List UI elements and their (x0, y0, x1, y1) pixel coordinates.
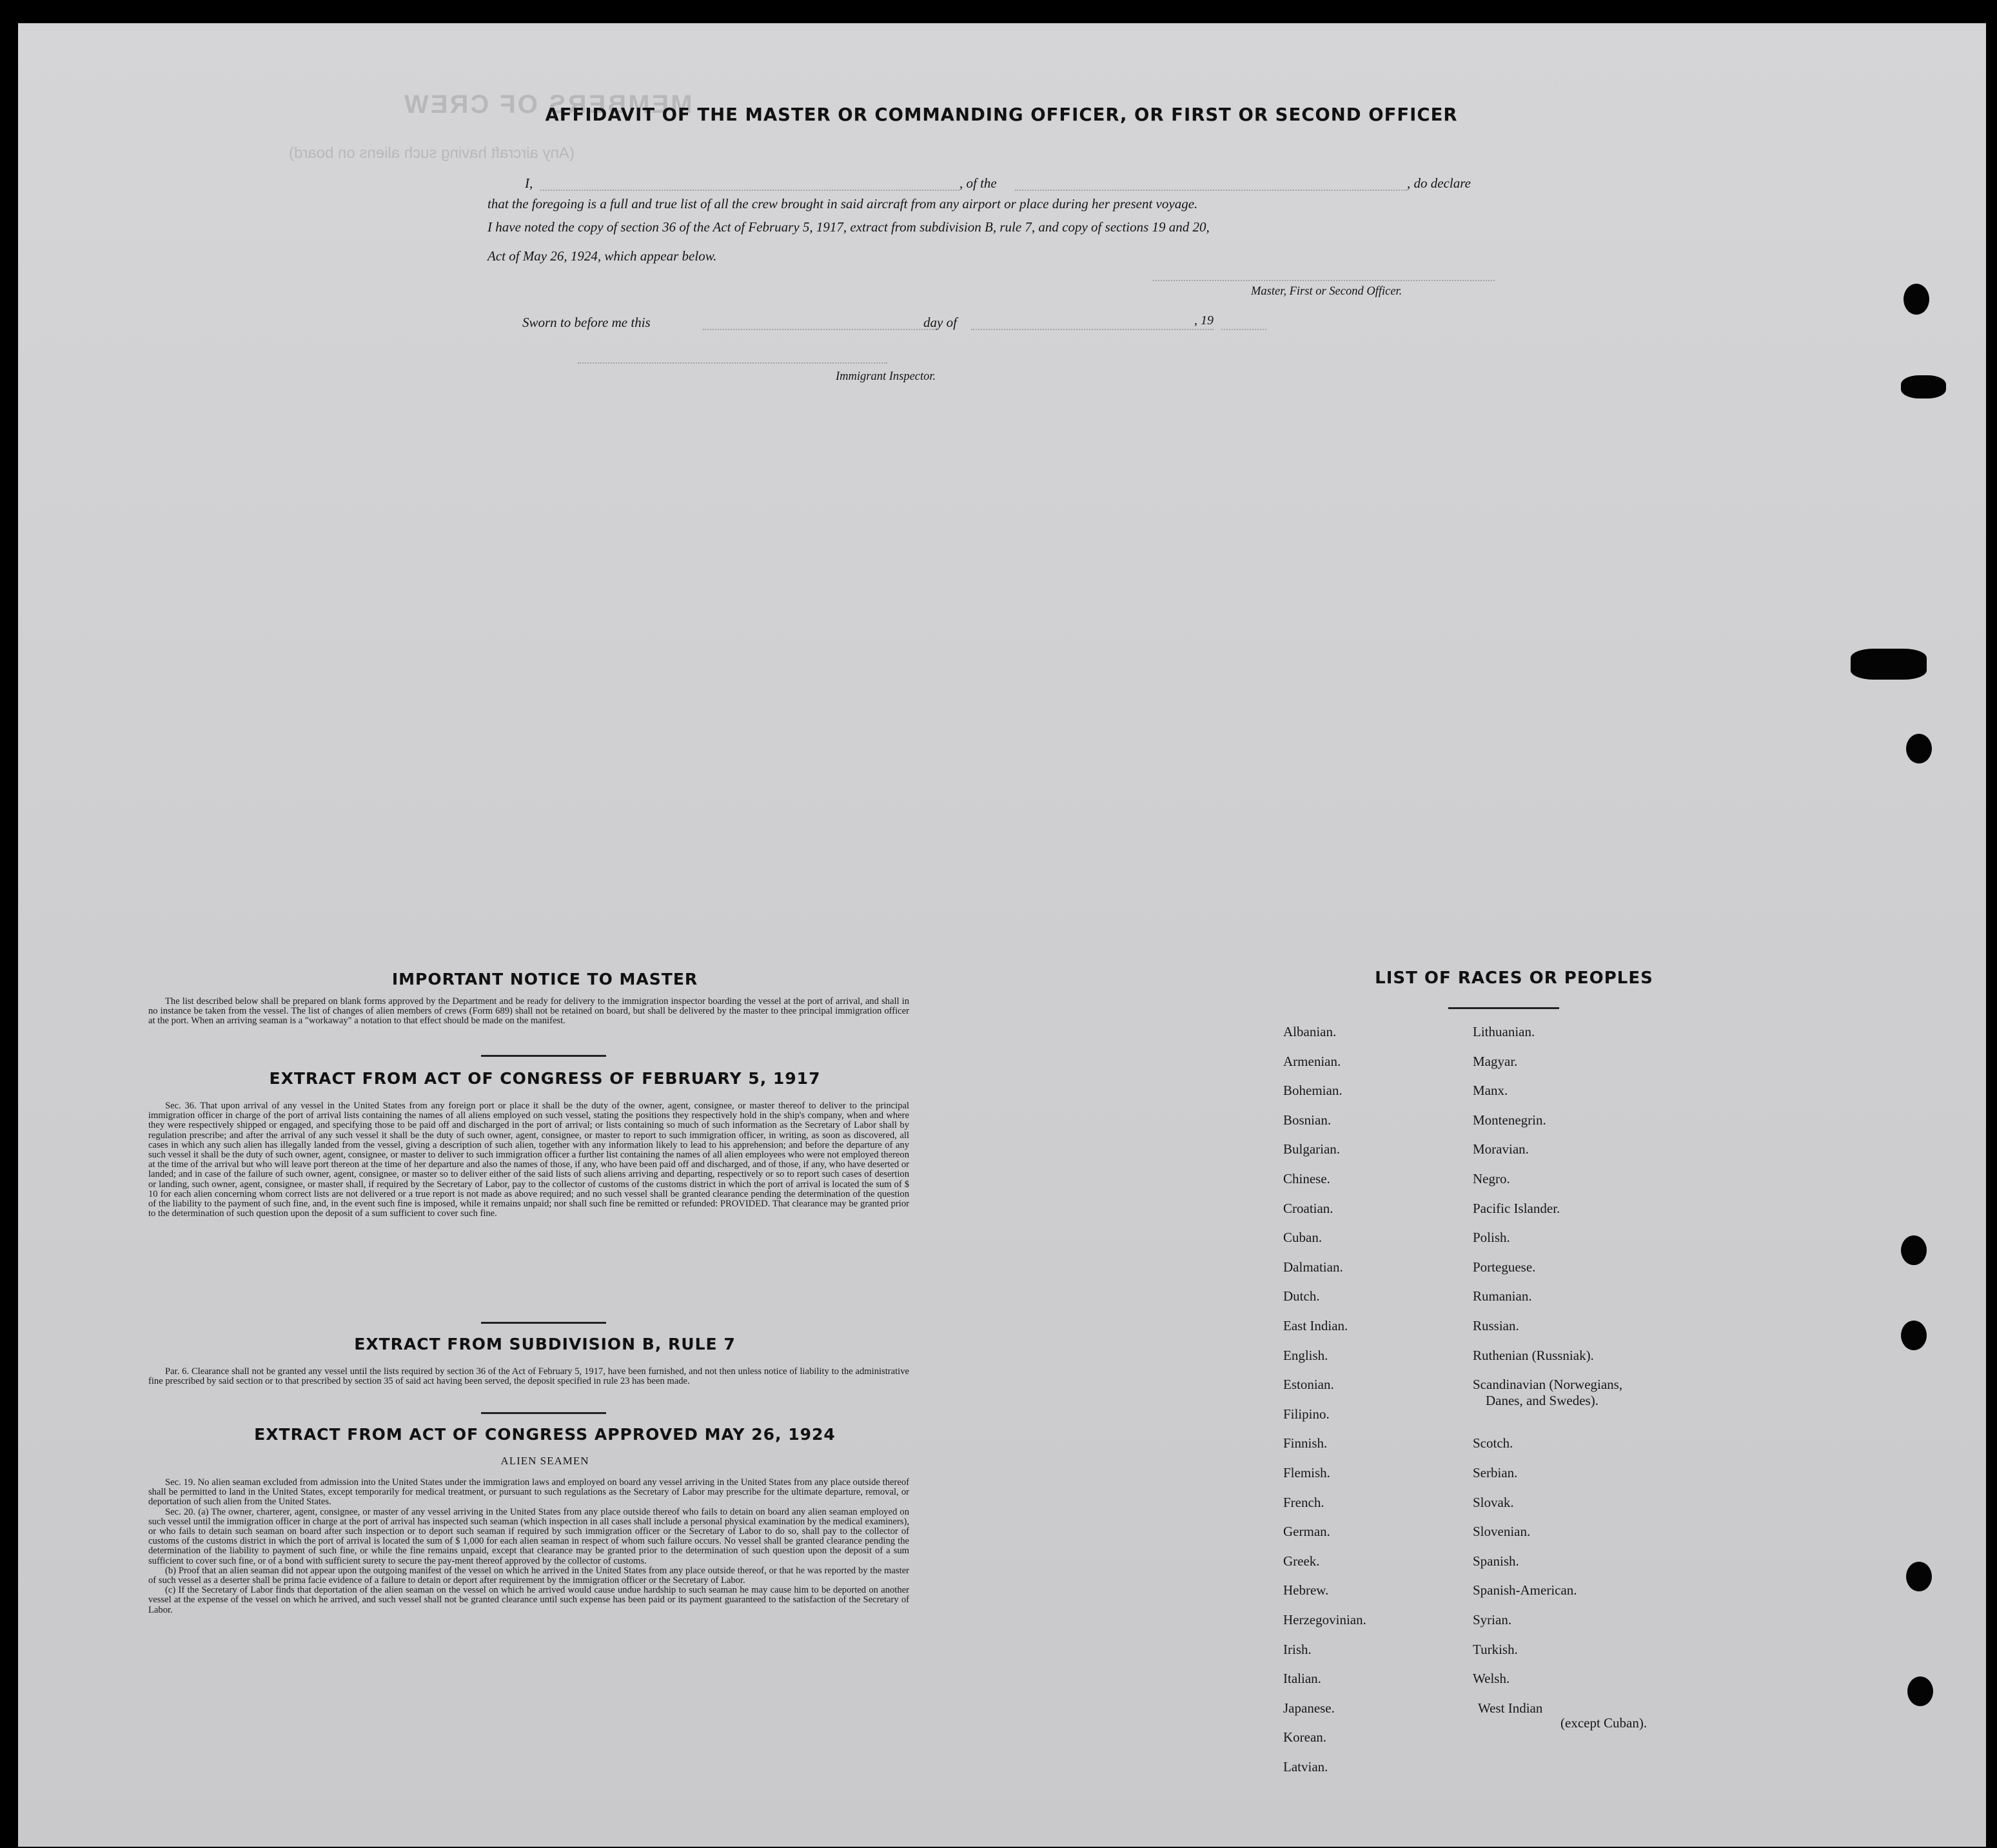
divider (481, 1055, 606, 1057)
races-title: LIST OF RACES OR PEOPLES (1375, 968, 1653, 988)
notice-title: IMPORTANT NOTICE TO MASTER (391, 970, 698, 988)
race-item: Bulgarian. (1283, 1141, 1341, 1157)
race-item: Finnish. (1283, 1435, 1328, 1451)
race-item: Turkish. (1473, 1641, 1518, 1657)
divider (481, 1322, 606, 1324)
race-item: Slovenian. (1473, 1524, 1531, 1540)
extract-rule7-title: EXTRACT FROM SUBDIVISION B, RULE 7 (354, 1335, 736, 1353)
race-item: Dalmatian. (1283, 1259, 1343, 1275)
affidavit-declare-label: , do declare (1407, 175, 1471, 191)
race-item: Russian. (1473, 1318, 1519, 1333)
race-item: German. (1283, 1524, 1330, 1540)
race-item: Serbian. (1473, 1465, 1518, 1480)
sworn-day-field[interactable] (703, 329, 935, 330)
affidavit-line-4: Act of May 26, 1924, which appear below. (487, 248, 717, 264)
race-item: Welsh. (1473, 1671, 1510, 1687)
bleed-through-subline: (Any aircraft having such aliens on board) (289, 144, 575, 162)
document-page (18, 23, 1986, 1847)
affidavit-title: AFFIDAVIT OF THE MASTER OR COMMANDING OFFICER, OR FIRST OR SECOND OFFICER (545, 104, 1458, 125)
race-item: English. (1283, 1347, 1328, 1363)
sworn-year-field[interactable] (1221, 329, 1266, 330)
races-divider (1448, 1007, 1559, 1009)
inspector-signature-field[interactable] (578, 362, 887, 364)
extract-1917-text: Sec. 36. That upon arrival of any vessel in the United States from any foreign port or place it shall be the duty of the owner, agent, consignee, or master thereof to deliver to the principal immigration officer in charge of the port of arrival lists containing the names of all aliens employed on such vessel, stating the positions they respectively hold in the ship's company, when and where they were respectively shipped or engaged, and specifying those to be paid off and discharged in the port of arrival; or lists containing so much of such information as the Secretary of Labor shall by regulation prescribe; and after the arrival of any such vessel it shall be the duty of such owner, agent, consignee, or master to report to such immigration officer, in writing, as soon as discovered, all cases in which any such alien has illegally landed from the vessel, giving a description of such alien, together with any information likely to lead to his apprehension; and before the departure of any such vessel it shall be the duty of such owner, agent, consignee, or master to deliver to such immigration officer a further list containing the names of all alien employees who were not employed thereon at the time of the arrival but who will leave port thereon at the time of her departure and also the names of those, if any, who have been paid off and discharged, and of those, if any, who have deserted or landed; and in case of the failure of such owner, agent, consignee, or master so to deliver either of the said lists of such aliens arriving and departing, respectively or so to report such cases of desertion or landing, such owner, agent, consignee, or master shall, if required by the Secretary of Labor, pay to the collector of customs of the customs district in which the port of arrival is located the sum of $ 10 for each alien concerning whom correct lists are not delivered or a true report is not made as above required; and no such vessel shall be granted clearance pending the determination of the question of the liability to the payment of such fine, and, in the event such fine is imposed, while it remains unpaid; nor shall such fine be remitted or refunded: PROVIDED. That clearance may be granted prior to the determination of such question upon the deposit of a sum sufficient to cover such fine. (148, 1101, 909, 1219)
race-item: Polish. (1473, 1230, 1510, 1246)
race-item: Slovak. (1473, 1494, 1514, 1510)
race-item: Filipino. (1283, 1406, 1330, 1422)
race-item: Bohemian. (1283, 1083, 1343, 1099)
punch-hole (1907, 1676, 1933, 1706)
master-signature-field[interactable] (1153, 280, 1495, 281)
extract-1917-title: EXTRACT FROM ACT OF CONGRESS OF FEBRUARY 5, 1917 (269, 1069, 821, 1088)
day-of-label: day of (923, 315, 957, 330)
extract-1924-title: EXTRACT FROM ACT OF CONGRESS APPROVED MAY 26, 1924 (254, 1425, 836, 1444)
race-item: Rumanian. (1473, 1288, 1532, 1304)
race-item: Porteguese. (1473, 1259, 1536, 1275)
race-item: Herzegovinian. (1283, 1612, 1366, 1627)
race-item: Manx. (1473, 1083, 1508, 1099)
race-item: Estonian. (1283, 1377, 1334, 1393)
notice-text: The list described below shall be prepared on blank forms approved by the Department and be ready for delivery to the immigration inspector boarding the vessel at the port of arrival, and shall in no instance be taken from the vessel. The list of changes of alien members of crews (Form 689) shall not be retained on board, but shall be delivered by the master to thee principal immigration officer at the port. When an arriving seaman is a "workaway" a notation to that effect should be made on the manifest. (148, 996, 909, 1027)
race-item: Japanese. (1283, 1700, 1335, 1716)
affidavit-line-2: that the foregoing is a full and true list of all the crew brought in said aircraft from any airport or place during her present voyage. (487, 196, 1198, 211)
affidavit-line-3: I have noted the copy of section 36 of the Act of February 5, 1917, extract from subdivision B, rule 7, and copy of sections 19 and 20, (487, 219, 1210, 235)
race-item: Syrian. (1473, 1612, 1512, 1627)
race-item: Spanish-American. (1473, 1582, 1577, 1598)
race-item: Dutch. (1283, 1288, 1320, 1304)
race-item: Flemish. (1283, 1465, 1330, 1480)
extract-rule7-text: Par. 6. Clearance shall not be granted any vessel until the lists required by section 36 of the Act of February 5, 1917, have been furnished, and not then unless notice of liability to the administrative fine prescribed by said section or to that prescribed by section 35 of said act having been served, the deposit specified in rule 23 has been made. (148, 1366, 909, 1387)
race-item: Lithuanian. (1473, 1024, 1535, 1039)
race-item: East Indian. (1283, 1318, 1348, 1333)
affidavit-of-label: , of the (959, 175, 997, 191)
race-item: Magyar. (1473, 1053, 1518, 1069)
sworn-month-field[interactable] (971, 329, 1214, 330)
race-item: French. (1283, 1494, 1324, 1510)
race-item: Latvian. (1283, 1759, 1328, 1774)
race-item: Montenegrin. (1473, 1112, 1546, 1128)
race-item: Danes, and Swedes). (1486, 1393, 1599, 1409)
race-item: Hebrew. (1283, 1582, 1329, 1598)
race-item: Greek. (1283, 1553, 1320, 1569)
punch-hole (1906, 1562, 1932, 1591)
race-item: Italian. (1283, 1671, 1321, 1687)
affiant-name-field[interactable] (540, 190, 959, 191)
race-item: Moravian. (1473, 1141, 1529, 1157)
inspector-caption: Immigrant Inspector. (836, 370, 936, 383)
punch-hole (1901, 1321, 1927, 1350)
affidavit-i-label: I, (525, 175, 533, 191)
punch-hole (1901, 375, 1946, 398)
race-item: Bosnian. (1283, 1112, 1332, 1128)
race-item: Ruthenian (Russniak). (1473, 1347, 1594, 1363)
race-item: Irish. (1283, 1641, 1312, 1657)
race-item: Albanian. (1283, 1024, 1337, 1039)
bleed-through-heading: MEMBERS OF CREW (402, 90, 693, 119)
divider (481, 1412, 606, 1414)
alien-seamen-subtitle: ALIEN SEAMEN (500, 1455, 589, 1467)
aircraft-name-field[interactable] (1015, 190, 1407, 191)
punch-hole (1901, 1235, 1927, 1265)
race-item: Chinese. (1283, 1171, 1330, 1186)
race-item: Croatian. (1283, 1200, 1333, 1216)
punch-hole (1906, 734, 1932, 763)
race-item: Spanish. (1473, 1553, 1519, 1569)
race-item: Scotch. (1473, 1435, 1513, 1451)
punch-hole (1851, 649, 1927, 680)
extract-1924-text: Sec. 19. No alien seaman excluded from admission into the United States under the immigration laws and employed on board any vessel arriving in the United States from any place outside thereof shall be permitted to land in the United States, except temporarily for medical treatment, or pursuant to such regulations as the Secretary of Labor may prescribe for the ultimate departure, removal, or deportation of such alien from the United States. Sec. 20. (a) The owner, charterer, agent, consignee, or master of any vessel arriving in the United States from any place outside thereof who fails to detain on board any alien seaman employed on such vessel until the immigration officer in charge at the port of arrival has inspected such seaman (which inspection in all cases shall include a personal physical examination by the medical examiners), or who fails to detain such seaman on board after such inspection or to deport such seaman if required by such immigration officer or the Secretary of Labor to do so, shall pay to the collector of customs of the customs district in which the port of arrival is located the sum of $ 1,000 for each alien seaman in respect of whom such failure occurs. No vessel shall be granted clearance pending the determination of the liability to payment of such fine, or while the fine remains unpaid, except that clearance may be granted prior to the determination of such question upon the deposit of a sum sufficient to cover such fine, or of a bond with sufficient surety to secure the pay-ment thereof approved by the collector of customs. (b) Proof that an alien seaman did not appear upon the outgoing manifest of the vessel on which he arrived in the United States from any place outside thereof, or that he was reported by the master of such vessel as a deserter shall be prima facie evidence of a failure to detain or deport after requirement by the immigration officer or the Secretary of Labor. (c) If the Secretary of Labor finds that deportation of the alien seaman on the vessel on which he arrived would cause undue hardship to such seaman he may cause him to be deported on another vessel at the expense of the vessel on which he arrived, and such vessel shall not be granted clearance until such expense has been paid or its payment guaranteed to the satisfaction of the Secretary of Labor. (148, 1477, 909, 1615)
race-item: Armenian. (1283, 1053, 1341, 1069)
race-item: (except Cuban). (1560, 1715, 1648, 1731)
race-item: Negro. (1473, 1171, 1510, 1186)
year-label: , 19 (1194, 313, 1214, 328)
race-item: Scandinavian (Norwegians, (1473, 1377, 1623, 1393)
race-item: Cuban. (1283, 1230, 1323, 1246)
race-item: Pacific Islander. (1473, 1200, 1560, 1216)
sworn-label: Sworn to before me this (522, 315, 651, 330)
race-item: Korean. (1283, 1729, 1327, 1745)
master-signature-caption: Master, First or Second Officer. (1251, 285, 1402, 298)
race-item: West Indian (1478, 1700, 1543, 1716)
punch-hole (1904, 284, 1929, 315)
